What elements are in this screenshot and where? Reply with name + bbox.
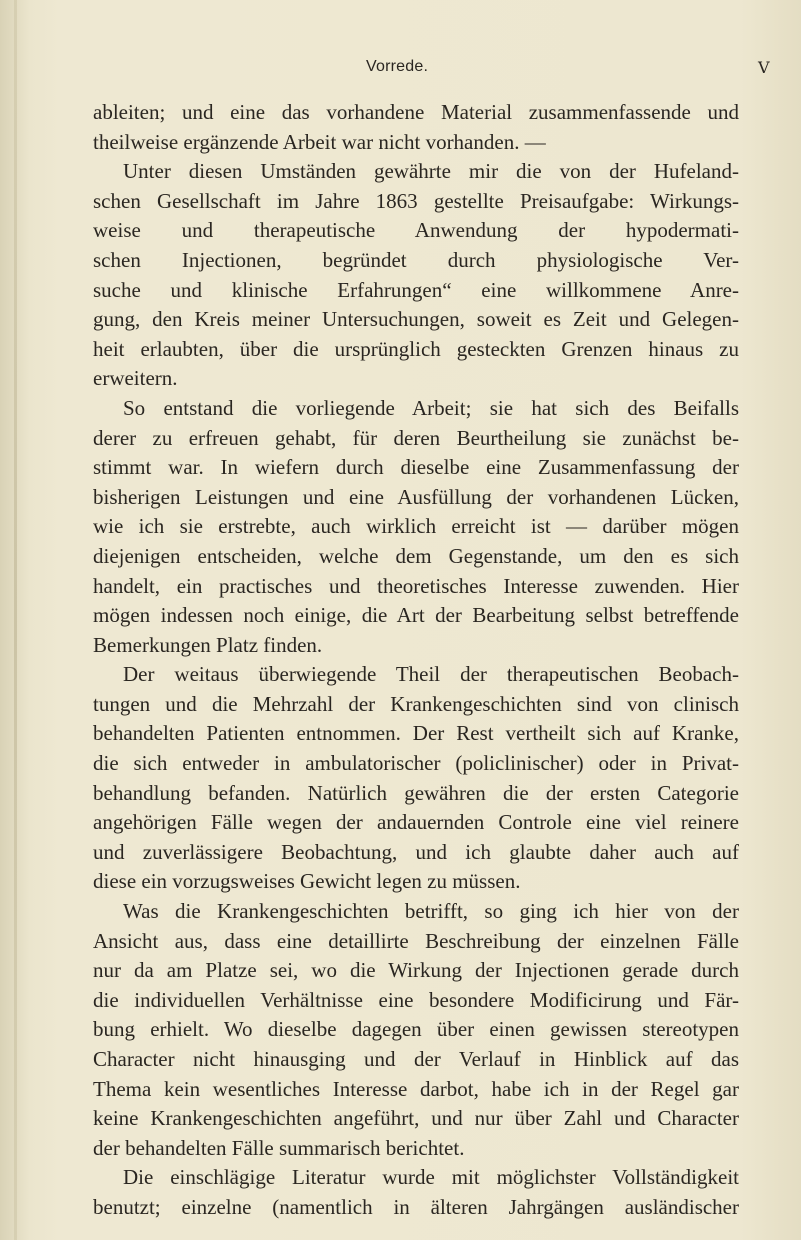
running-title: Vorrede. — [366, 58, 429, 75]
text-line: stimmt war. In wiefern durch dieselbe eine Zusammenfassung der — [93, 455, 739, 480]
text-line: weise und therapeutische Anwendung der hypodermati- — [93, 218, 739, 243]
text-line: suche und klinische Erfahrungen“ eine willkommene Anre- — [93, 277, 739, 302]
text-line: handelt, ein practisches und theoretisches Interesse zuwenden. Hier — [93, 573, 739, 598]
text-line: behandelten Patienten entnommen. Der Rest vertheilt sich auf Kranke, — [93, 721, 739, 746]
text-line: gung, den Kreis meiner Untersuchungen, soweit es Zeit und Gelegen- — [93, 307, 739, 332]
text-line: Thema kein wesentliches Interesse darbot, habe ich in der Regel gar — [93, 1076, 739, 1101]
text-line: Character nicht hinausging und der Verlauf in Hinblick auf das — [93, 1047, 739, 1071]
text-line: nur da am Platze sei, wo die Wirkung der Injectionen gerade durch — [93, 958, 739, 983]
page-header — [0, 58, 801, 82]
text-line: tungen und die Mehrzahl der Krankengeschichten sind von clinisch — [93, 691, 739, 716]
text-line: ableiten; und eine das vorhandene Material zusammenfassende und — [93, 100, 739, 124]
body-text — [93, 98, 739, 1223]
text-line: Die einschlägige Literatur wurde mit möglichster Vollständigkeit — [123, 1165, 739, 1190]
text-line: Was die Krankengeschichten betrifft, so ging ich hier von der — [123, 899, 739, 924]
text-line: bisherigen Leistungen und eine Ausfüllung der vorhandenen Lücken, — [93, 484, 739, 509]
text-line: heit erlaubten, über die ursprünglich gesteckten Grenzen hinaus zu — [93, 336, 739, 361]
text-line: diejenigen entscheiden, welche dem Gegenstande, um den es sich — [93, 543, 739, 568]
text-line: So entstand die vorliegende Arbeit; sie hat sich des Beifalls — [123, 395, 739, 420]
text-line: die individuellen Verhältnisse eine besondere Modificirung und Fär- — [93, 987, 739, 1012]
text-line: keine Krankengeschichten angeführt, und nur über Zahl und Character — [93, 1106, 739, 1131]
text-line: bung erhielt. Wo dieselbe dagegen über einen gewissen stereotypen — [93, 1017, 739, 1042]
text-line: derer zu erfreuen gehabt, für deren Beurtheilung sie zunächst be- — [93, 425, 739, 450]
page-gutter — [14, 0, 17, 1240]
text-line: benutzt; einzelne (namentlich in älteren Jahrgängen ausländischer — [93, 1194, 739, 1219]
text-line: mögen indessen noch einige, die Art der Bearbeitung selbst betreffende — [93, 603, 739, 628]
text-line: angehörigen Fälle wegen der andauernden Controle eine viel reinere — [93, 810, 739, 835]
text-line: Der weitaus überwiegende Theil der therapeutischen Beobach- — [123, 662, 739, 687]
text-line: theilweise ergänzende Arbeit war nicht vorhanden. — — [93, 129, 546, 154]
text-line: Ansicht aus, dass eine detaillirte Beschreibung der einzelnen Fälle — [93, 928, 739, 953]
page-number: V — [758, 58, 770, 77]
text-line: diese ein vorzugsweises Gewicht legen zu müssen. — [93, 869, 521, 894]
text-line: der behandelten Fälle summarisch berichtet. — [93, 1135, 465, 1160]
text-line: erweitern. — [93, 366, 178, 391]
text-line: schen Gesellschaft im Jahre 1863 gestellte Preisaufgabe: Wirkungs- — [93, 188, 739, 213]
text-line: schen Injectionen, begründet durch physiologische Ver- — [93, 247, 739, 272]
text-line: wie ich sie erstrebte, auch wirklich erreicht ist — darüber mögen — [93, 514, 739, 539]
text-line: und zuverlässigere Beobachtung, und ich glaubte daher auch auf — [93, 839, 739, 864]
text-line: Unter diesen Umständen gewährte mir die von der Hufeland- — [123, 159, 739, 184]
text-line: Bemerkungen Platz finden. — [93, 632, 323, 657]
text-line: behandlung befanden. Natürlich gewähren die der ersten Categorie — [93, 780, 739, 805]
text-line: die sich entweder in ambulatorischer (policlinischer) oder in Privat- — [93, 751, 739, 776]
